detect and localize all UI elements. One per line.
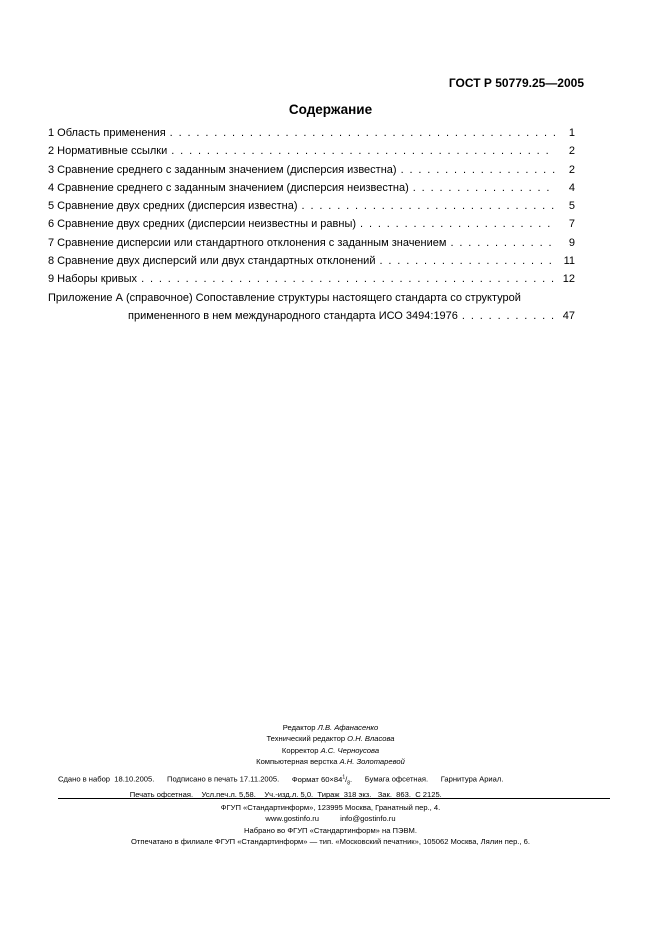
typeface: Гарнитура Ариал. bbox=[440, 774, 504, 784]
toc-entry-page: 7 bbox=[568, 218, 575, 231]
credit-label: Компьютерная верстка bbox=[256, 756, 338, 766]
pub-sheets: Уч.-изд.л. 5,0. bbox=[264, 790, 314, 800]
toc-entry-label: 8 Сравнение двух дисперсий или двух стандартных отклонений bbox=[48, 255, 376, 268]
toc-appendix-line2[interactable] bbox=[48, 310, 575, 328]
toc-entry[interactable] bbox=[48, 218, 575, 236]
toc-entry[interactable] bbox=[48, 182, 575, 200]
toc-entry-label: 2 Нормативные ссылки bbox=[48, 145, 168, 158]
submitted-date: Сдано в набор 18.10.2005. bbox=[58, 774, 155, 784]
toc-entry-page: 4 bbox=[568, 181, 575, 194]
publisher-block bbox=[0, 802, 661, 847]
toc-entry-page: 5 bbox=[568, 200, 575, 213]
toc-entry-page: 9 bbox=[568, 236, 575, 249]
publisher-typeset: Набрано во ФГУП «Стандартинформ» на ПЭВМ. bbox=[244, 825, 417, 835]
document-code: ГОСТ Р 50779.25—2005 bbox=[448, 76, 584, 90]
leader-dots bbox=[141, 273, 555, 285]
credit-name: А.Н. Золотаревой bbox=[339, 756, 405, 766]
order: Зак. 863. bbox=[377, 790, 411, 800]
printing: Печать офсетная. bbox=[129, 790, 194, 800]
signed-date: Подписано в печать 17.11.2005. bbox=[167, 774, 280, 784]
credit-label: Редактор bbox=[282, 723, 316, 732]
credit-proofreader bbox=[0, 745, 661, 756]
publisher-email-link[interactable]: info@gostinfo.ru bbox=[340, 814, 396, 824]
format-sub: 8 bbox=[347, 780, 350, 787]
divider bbox=[58, 798, 610, 799]
print-run: Тираж 318 экз. bbox=[317, 790, 372, 800]
paper: Бумага офсетная. bbox=[364, 774, 429, 784]
credit-editor bbox=[0, 722, 661, 733]
toc-entry-label: 6 Сравнение двух средних (дисперсии неизвестны и равны) bbox=[48, 218, 357, 231]
format: Формат $60\times 84^1/_8$. bbox=[291, 774, 353, 787]
leader-dots bbox=[171, 145, 555, 157]
toc-entry[interactable] bbox=[48, 273, 575, 291]
toc-entry-page: 2 bbox=[568, 163, 575, 176]
leader-dots bbox=[360, 218, 555, 230]
toc-entry-page: 47 bbox=[562, 309, 575, 322]
toc-entry-label: 7 Сравнение дисперсии или стандартного отклонения с заданным значением bbox=[48, 236, 447, 249]
table-of-contents bbox=[48, 127, 575, 328]
toc-entry[interactable] bbox=[48, 164, 575, 182]
leader-dots bbox=[379, 255, 555, 267]
credit-name: А.С. Черноусова bbox=[320, 745, 380, 755]
toc-entry-page: 1 bbox=[568, 127, 575, 139]
leader-dots bbox=[401, 164, 555, 176]
toc-entry[interactable] bbox=[48, 145, 575, 163]
credits-block bbox=[0, 722, 661, 767]
toc-entry-page: 11 bbox=[563, 255, 575, 268]
publisher-web-link[interactable]: www.gostinfo.ru bbox=[265, 814, 320, 824]
leader-dots bbox=[462, 310, 555, 322]
leader-dots bbox=[413, 182, 555, 194]
c-code: С 2125. bbox=[415, 790, 442, 800]
format-label: Формат 60×84 bbox=[291, 774, 343, 784]
print-details bbox=[58, 772, 503, 801]
toc-entry-label: 3 Сравнение среднего с заданным значением (дисперсия известна) bbox=[48, 163, 397, 176]
leader-dots bbox=[302, 200, 555, 212]
credit-name: Л.В. Афанасенко bbox=[317, 723, 379, 732]
toc-entry-label: 9 Наборы кривых bbox=[48, 273, 138, 286]
publisher-address: ФГУП «Стандартинформ», 123995 Москва, Гранатный пер., 4. bbox=[220, 803, 441, 812]
leader-dots bbox=[450, 237, 555, 249]
toc-entry-label: 4 Сравнение среднего с заданным значением (дисперсия неизвестна) bbox=[48, 181, 409, 194]
toc-entry[interactable] bbox=[48, 127, 575, 145]
toc-appendix-label-cont: примененного в нем международного стандарта ИСО 3494:1976 bbox=[128, 309, 458, 322]
credit-tech-editor bbox=[0, 733, 661, 744]
credit-label: Корректор bbox=[281, 745, 319, 755]
credit-layout bbox=[0, 756, 661, 767]
toc-entry-label: 1 Область применения bbox=[48, 127, 166, 139]
toc-entry-label: 5 Сравнение двух средних (дисперсия известна) bbox=[48, 200, 298, 213]
publisher-contacts bbox=[0, 813, 661, 824]
toc-entry-page: 12 bbox=[562, 273, 575, 286]
publisher-printed: Отпечатано в филиале ФГУП «Стандартинформ» — тип. «Московский печатник», 105062 Москва, Лялин пер., 6. bbox=[131, 836, 530, 846]
print-sheets: Усл.печ.л. 5,58. bbox=[201, 790, 256, 800]
credit-label: Технический редактор bbox=[266, 734, 346, 744]
toc-entry[interactable] bbox=[48, 237, 575, 255]
toc-entry-page: 2 bbox=[568, 145, 575, 158]
toc-entry[interactable] bbox=[48, 255, 575, 273]
credit-name: О.Н. Власова bbox=[347, 734, 395, 744]
toc-entry[interactable] bbox=[48, 200, 575, 218]
leader-dots bbox=[170, 127, 555, 139]
toc-appendix-line1[interactable] bbox=[48, 292, 575, 310]
format-sup: 1 bbox=[342, 774, 346, 780]
toc-appendix-label: Приложение А (справочное) Сопоставление структуры настоящего стандарта со структурой bbox=[48, 291, 521, 304]
toc-title: Содержание bbox=[288, 102, 373, 117]
